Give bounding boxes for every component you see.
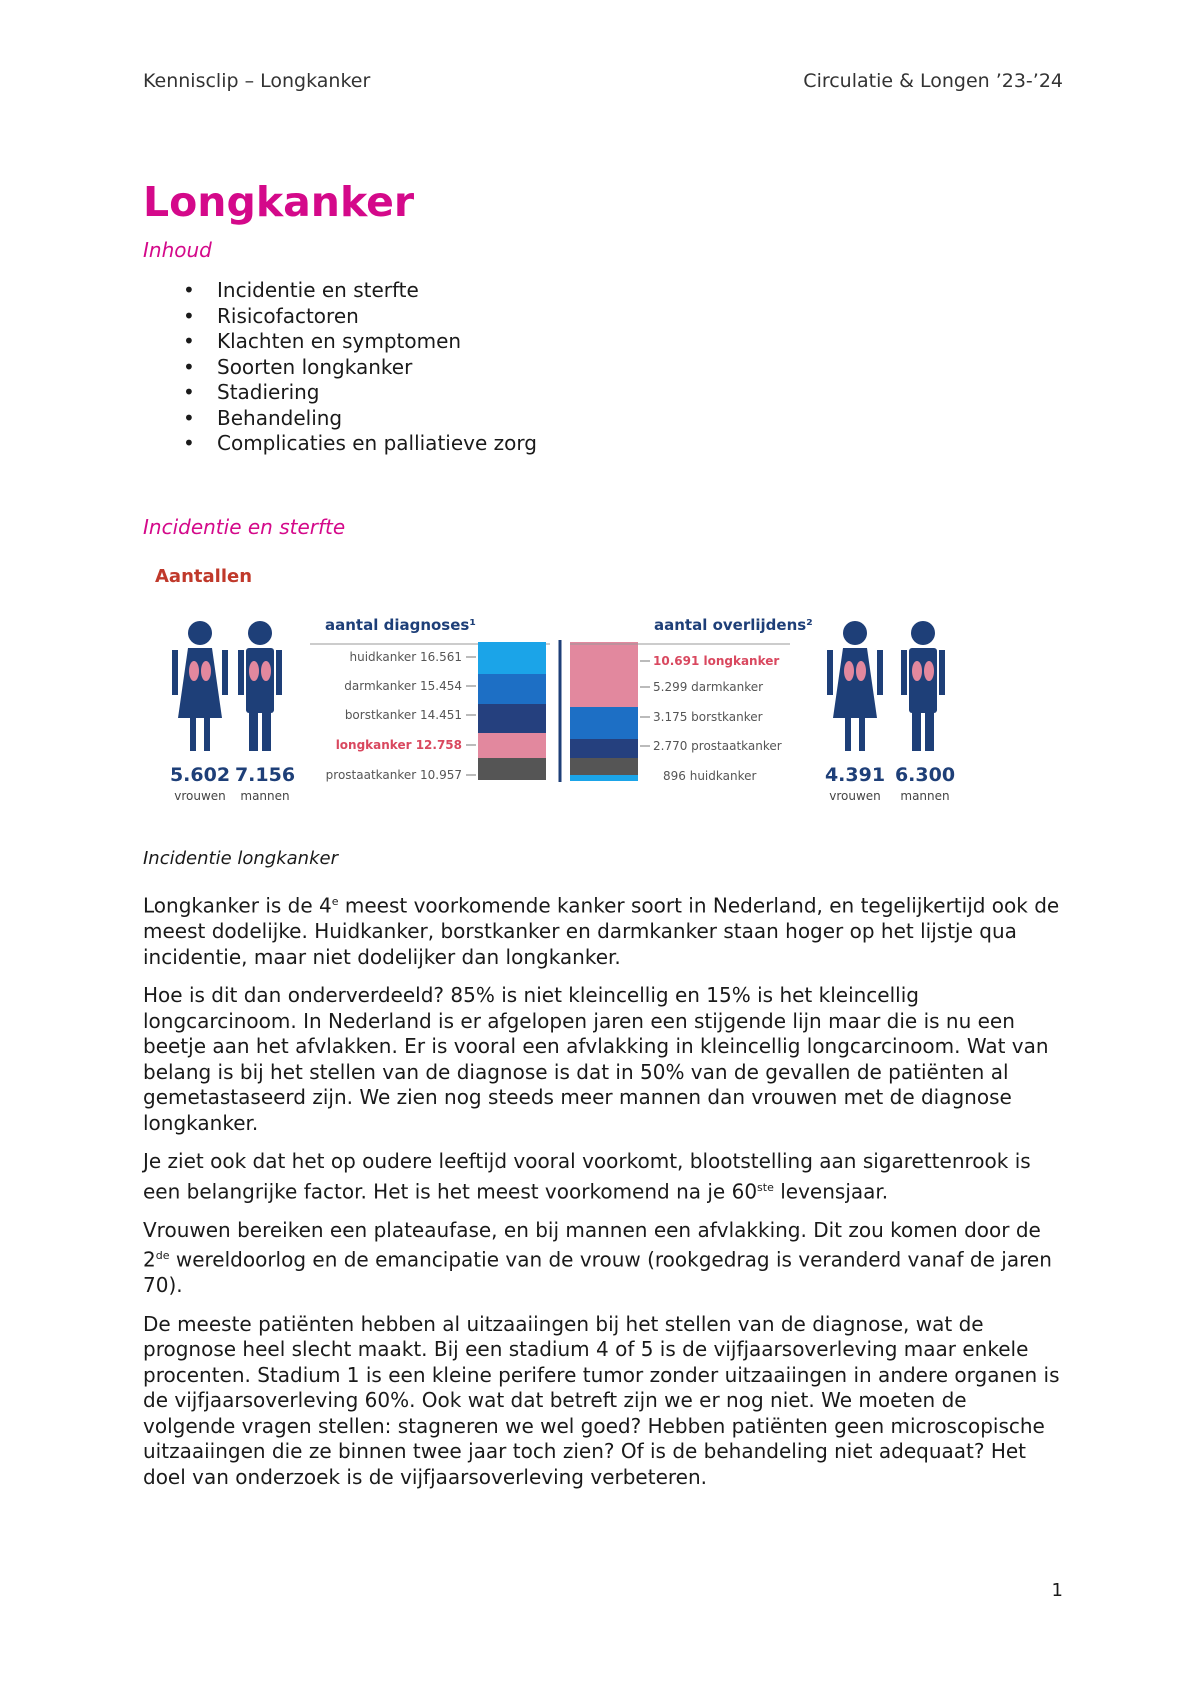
death-women-count: 4.391 bbox=[824, 764, 886, 786]
incidence-figure bbox=[150, 558, 960, 813]
diag-women-label: vrouwen bbox=[174, 789, 226, 803]
death-label-prostaatkanker: 2.770 prostaatkanker bbox=[653, 739, 782, 753]
list-item: • Behandeling bbox=[183, 405, 343, 430]
subheading: Incidentie longkanker bbox=[143, 848, 338, 869]
man-icon bbox=[238, 621, 282, 751]
bullet-icon: • bbox=[183, 431, 195, 455]
bullet-icon: • bbox=[183, 303, 195, 328]
diag-label-darmkanker: darmkanker 15.454 bbox=[344, 679, 462, 693]
paragraph: Vrouwen bereiken een plateaufase, en bij mannen een afvlakking. Dit zou komen door de 2de wereldoorlog en de emancipatie van de vrouw (rookgedrag is veranderd vanaf de jaren 70). bbox=[143, 1217, 1052, 1298]
diag-bar-prostaatkanker bbox=[478, 758, 546, 780]
page-title: Longkanker bbox=[143, 178, 415, 226]
bullet-icon: • bbox=[183, 329, 195, 353]
death-label-borstkanker: 3.175 borstkanker bbox=[653, 710, 763, 724]
diag-label-longkanker: longkanker 12.758 bbox=[335, 738, 462, 752]
bullet-icon: • bbox=[183, 278, 195, 302]
figure-title: Aantallen bbox=[155, 566, 253, 587]
death-bar-huidkanker bbox=[570, 775, 638, 781]
header-left: Kennisclip – Longkanker bbox=[143, 70, 371, 92]
death-men-label: mannen bbox=[900, 789, 950, 803]
death-label-darmkanker: 5.299 darmkanker bbox=[653, 680, 764, 694]
contents-heading: Inhoud bbox=[143, 238, 212, 262]
woman-icon bbox=[827, 621, 883, 751]
incidence-infographic bbox=[150, 558, 960, 813]
death-men-count: 6.300 bbox=[894, 764, 956, 786]
list-item: • Complicaties en palliatieve zorg bbox=[183, 431, 537, 455]
diag-bar-huidkanker bbox=[478, 642, 546, 674]
death-bar-darmkanker bbox=[570, 707, 638, 739]
diag-bar-darmkanker bbox=[478, 674, 546, 704]
diag-label-huidkanker: huidkanker 16.561 bbox=[349, 650, 462, 664]
diag-men-count: 7.156 bbox=[234, 764, 296, 786]
paragraph: Hoe is dit dan onderverdeeld? 85% is niet kleincellig en 15% is het kleincellig longcarcinoom. In Nederland is er afgelopen jaren een stijgende lijn maar die is nu een beetje aan het afvlakken. Er is vooral een afvlakking in kleincellig longcarcinoom. Wat van belang is bij het stellen van de diagnose is dat in 50% van de gevallen de patiënten al gemetastaseerd zijn. We zien nog steeds meer mannen dan vrouwen met de diagnose longkanker. bbox=[143, 983, 1049, 1135]
death-women-label: vrouwen bbox=[829, 789, 881, 803]
contents-list bbox=[183, 278, 537, 457]
man-icon bbox=[901, 621, 945, 751]
diag-women-count: 5.602 bbox=[169, 764, 231, 786]
page-number: 1 bbox=[1051, 1580, 1063, 1601]
header-right: Circulatie & Longen ’23-’24 bbox=[803, 70, 1063, 92]
section-heading: Incidentie en sterfte bbox=[143, 515, 346, 539]
deaths-heading: aantal overlijdens² bbox=[654, 616, 813, 634]
diag-bar-longkanker bbox=[478, 733, 546, 758]
diag-label-borstkanker: borstkanker 14.451 bbox=[344, 708, 462, 722]
diag-label-prostaatkanker: prostaatkanker 10.957 bbox=[325, 768, 462, 782]
woman-icon bbox=[172, 621, 228, 751]
list-item: • Klachten en symptomen bbox=[183, 329, 462, 353]
paragraph: Longkanker is de 4e meest voorkomende kanker soort in Nederland, en tegelijkertijd ook de meest dodelijke. Huidkanker, borstkanker en darmkanker staan hoger op het lijstje qua incidentie, maar niet dodelijker dan longkanker. bbox=[143, 893, 1060, 969]
list-item: • Incidentie en sterfte bbox=[183, 278, 419, 302]
diag-bar-borstkanker bbox=[478, 704, 546, 733]
paragraph: De meeste patiënten hebben al uitzaaiingen bij het stellen van de diagnose, wat de prognose heel slecht maakt. Bij een stadium 4 of 5 is de vijfjaarsoverleving maar enkele procenten. Stadium 1 is een kleine perifere tumor zonder uitzaaiingen in andere organen is de vijfjaarsoverleving 60%. Ook wat dat betreft zijn we er nog niet. We moeten de volgende vragen stellen: stagneren we wel goed? Hebben patiënten geen microscopische uitzaaiingen die ze binnen twee jaar toch zien? Of is de behandeling niet adequaat? Het doel van onderzoek is de vijfjaarsoverleving verbeteren. bbox=[143, 1311, 1060, 1489]
bullet-icon: • bbox=[183, 405, 195, 430]
diagnoses-heading: aantal diagnoses¹ bbox=[325, 616, 476, 634]
bullet-icon: • bbox=[183, 380, 195, 404]
death-label-huidkanker: 896 huidkanker bbox=[663, 769, 757, 783]
death-bar-borstkanker bbox=[570, 739, 638, 758]
list-item: • Stadiering bbox=[183, 380, 320, 404]
body-text bbox=[143, 889, 1063, 1503]
paragraph: Je ziet ook dat het op oudere leeftijd vooral voorkomt, blootstelling aan sigarettenrook is een belangrijke factor. Het is het meest voorkomend na je 60ste levensjaar. bbox=[143, 1149, 1031, 1204]
list-item: • Risicofactoren bbox=[183, 303, 359, 328]
death-bar-prostaatkanker bbox=[570, 758, 638, 775]
list-item: • Soorten longkanker bbox=[183, 354, 413, 379]
diag-men-label: mannen bbox=[240, 789, 290, 803]
death-bar-longkanker bbox=[570, 642, 638, 707]
bullet-icon: • bbox=[183, 354, 195, 379]
death-label-longkanker: 10.691 longkanker bbox=[653, 654, 780, 668]
